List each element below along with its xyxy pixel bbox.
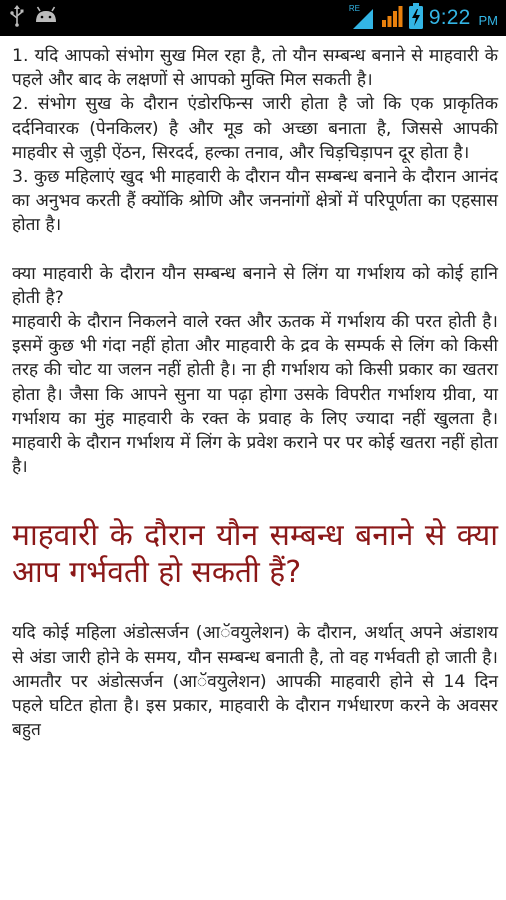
network-type-label: RE: [348, 4, 360, 13]
article-paragraph-1: 1. यदि आपको संभोग सुख मिल रहा है, तो यौन सम्बन्ध बनाने से माहवारी के पहले और बाद के लक्षणों से आपको मुक्ति मिल सकती है।: [12, 46, 498, 91]
article-paragraph-4: यदि कोई महिला अंडोत्सर्जन (आॅवयुलेशन) के दौरान, अर्थात् अपने अंडाशय से अंडा जारी होने के समय, यौन सम्बन्ध बनाती है, तो वह गर्भवती हो जाती है। आमतौर पर अंडोत्सर्जन (आॅवयुलेशन) आपकी माहवारी होने से 14 दिन पहले घटित होता है। इस प्रकार, माहवारी के दौरान गर्भधारण करने के अवसर बहुत: [12, 623, 498, 741]
section-heading: माहवारी के दौरान यौन सम्बन्ध बनाने से क्या आप गर्भवती हो सकती हैं?: [12, 518, 498, 591]
signal-icon: [381, 4, 403, 32]
clock-time: 9:22: [428, 6, 471, 29]
article-paragraph-3: 3. कुछ महिलाएं खुद भी माहवारी के दौरान यौन सम्बन्ध बनाने के दौरान आनंद का अनुभव करती हैं क्योंकि श्रोणि और जननांगों क्षेत्रों में परिपूर्णता का एहसास होता है।: [12, 167, 498, 236]
article-content[interactable]: [12, 44, 498, 742]
article-paragraph-2: 2. संभोग सुख के दौरान एंडोरफिन्स जारी होता है जो कि एक प्राकृतिक दर्दनिवारक (पेनकिलर) है और मूड को अच्छा बनाता है, जिससे आपकी माहवीर से जुड़ी ऐंठन, सिरदर्द, हल्का तनाव, और चिड़चिड़ापन दूर होता है।: [12, 94, 498, 163]
paragraph-spacer: [12, 238, 498, 262]
clock-ampm: PM: [478, 13, 498, 28]
usb-icon: [10, 5, 24, 31]
notification-icons: [10, 6, 58, 30]
article-question: क्या माहवारी के दौरान यौन सम्बन्ध बनाने से लिंग या गर्भाशय को कोई हानि होती है?: [12, 263, 498, 308]
battery-charging-icon: [409, 3, 423, 33]
android-icon: [34, 6, 58, 30]
system-status: [349, 4, 498, 32]
wifi-icon: [349, 5, 375, 31]
status-bar: [0, 0, 506, 36]
article-answer: माहवारी के दौरान निकलने वाले रक्त और ऊतक में गर्भाशय की परत होती है। इसमें कुछ भी गंदा नहीं होता और माहवारी के द्रव के सम्पर्क से लिंग को किसी तरह की चोट या जलन नहीं होती है। ना ही गर्भाशय को किसी प्रकार का खतरा होता है। जैसा कि आपने सुना या पढ़ा होगा उसके विपरीत गर्भाशय ग्रीवा, या गर्भाशय का मुंह माहवारी के रक्त के प्रवाह के लिए ज्यादा नहीं खुलता है। माहवारी के दौरान गर्भाशय में लिंग के प्रवेश कराने पर पर कोई खतरा नहीं होता है।: [12, 312, 498, 478]
